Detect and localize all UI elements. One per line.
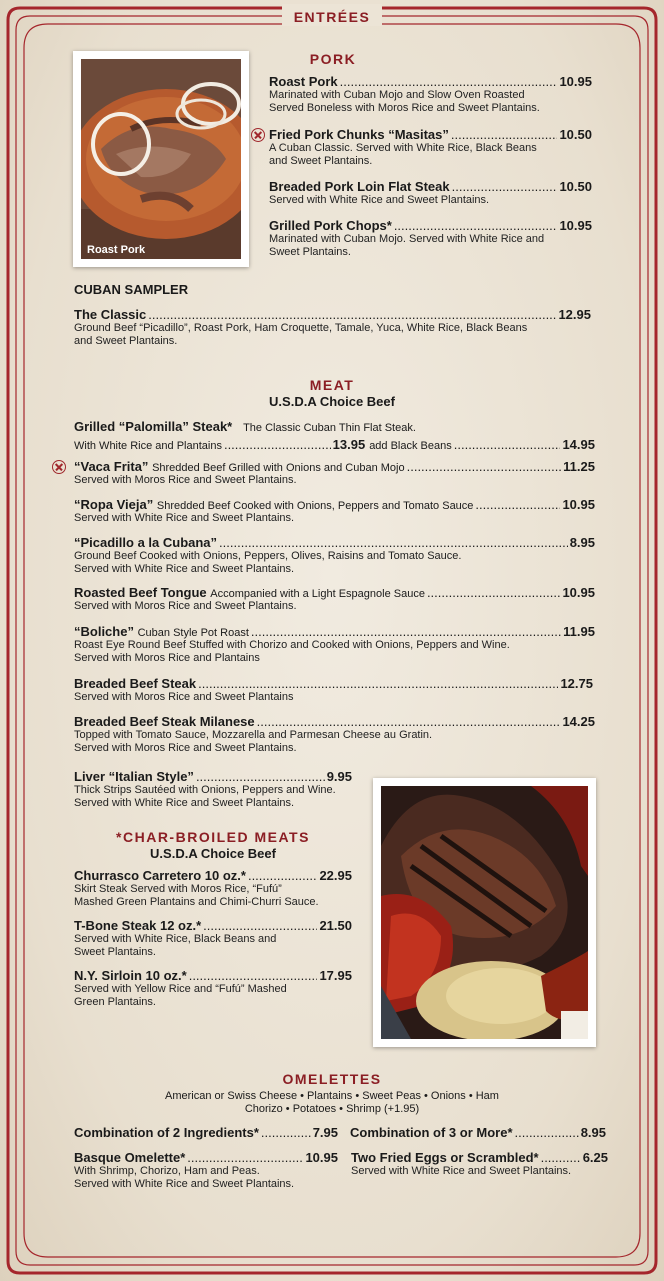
item-description: and Sweet Plantains. [269, 155, 373, 167]
item-price: 11.25 [563, 459, 595, 474]
item-description: Mashed Green Plantains and Chimi-Churri Sauce. [74, 896, 319, 908]
dot-leader [541, 1150, 581, 1165]
char-broiled-heading: *CHAR-BROILED MEATS [116, 829, 310, 845]
item-description: Served with Moros Rice and Sweet Plantains. [74, 474, 297, 486]
item-price: 22.95 [319, 868, 352, 883]
item-description: Served Boneless with Moros Rice and Sweet Plantains. [269, 102, 540, 114]
omelette-ingredients: American or Swiss Cheese • Plantains • Sweet Peas • Onions • Ham [165, 1090, 499, 1102]
omelette-ingredients: Chorizo • Potatoes • Shrimp (+1.95) [244, 1103, 420, 1115]
item-note: Accompanied with a Light Espagnole Sauce [210, 588, 425, 600]
menu-item-breaded-beef-steak [74, 676, 593, 704]
menu-item-ropa-vieja [74, 497, 595, 525]
item-price: 14.25 [562, 714, 595, 729]
item-price: 10.95 [562, 585, 595, 600]
item-price: 10.50 [559, 179, 592, 194]
item-price: 12.95 [558, 307, 591, 322]
cuban-sampler-heading [74, 282, 188, 297]
item-name: Roasted Beef Tongue [74, 585, 207, 600]
item-description: Served with Moros Rice and Plantains [74, 652, 260, 664]
pork-heading: PORK [309, 51, 357, 67]
item-name: Breaded Beef Steak Milanese [74, 714, 255, 729]
dot-leader [248, 868, 318, 883]
menu-item-two-fried-eggs [351, 1150, 608, 1178]
dot-leader [224, 437, 331, 452]
roast-pork-photo [73, 51, 249, 267]
item-price: 10.95 [305, 1150, 338, 1165]
item-description: Ground Beef Cooked with Onions, Peppers, Olives, Raisins and Tomato Sauce. [74, 550, 462, 562]
item-description: Ground Beef “Picadillo”, Roast Pork, Ham Croquette, Tamale, Yuca, White Rice, Black Beans [74, 322, 528, 334]
menu-item-combo-3 [350, 1125, 606, 1140]
section-title: CUBAN SAMPLER [74, 282, 189, 297]
option-label: add Black Beans [369, 440, 452, 452]
item-price: 21.50 [319, 918, 352, 933]
dot-leader [257, 714, 561, 729]
dot-leader [454, 437, 561, 452]
menu-item-breaded-pork-loin [269, 179, 592, 207]
page-title: ENTRÉES [293, 9, 371, 25]
item-description: Marinated with Cuban Mojo and Slow Oven Roasted [269, 89, 525, 101]
item-name: “Ropa Vieja” [74, 497, 154, 512]
item-description: Skirt Steak Served with Moros Rice, “Fufú” [74, 883, 282, 895]
item-price: 9.95 [326, 769, 352, 784]
dot-leader [198, 676, 558, 691]
dot-leader [340, 74, 558, 89]
item-name: Liver “Italian Style” [74, 769, 194, 784]
item-description: Served with Yellow Rice and “Fufú” Mashed [74, 983, 287, 995]
dot-leader [515, 1125, 579, 1140]
menu-item-grilled-pork-chops [269, 218, 592, 259]
item-description: Served with Moros Rice and Sweet Plantains. [74, 600, 297, 612]
item-description: Thick Strips Sautéed with Onions, Peppers and Wine. [74, 784, 336, 796]
menu-item-basque-omelette [74, 1150, 338, 1191]
dot-leader [475, 497, 560, 512]
item-note: Shredded Beef Cooked with Onions, Peppers and Tomato Sauce [156, 500, 474, 512]
item-name: Grilled “Palomilla” Steak* [74, 419, 233, 434]
char-broiled-subheading: U.S.D.A Choice Beef [150, 846, 276, 861]
item-description: Served with White Rice and Sweet Plantains. [74, 1178, 295, 1190]
dot-leader [394, 218, 558, 233]
item-note: Shredded Beef Grilled with Onions and Cuban Mojo [152, 462, 405, 474]
item-description: Served with White Rice and Sweet Plantains. [74, 797, 295, 809]
item-note: The Classic Cuban Thin Flat Steak. [243, 422, 416, 434]
menu-item-t-bone [74, 918, 352, 959]
menu-item-combo-2 [74, 1125, 338, 1140]
menu-item-boliche [74, 624, 595, 665]
menu-item-the-classic [74, 307, 591, 348]
menu-item-palomilla-steak [74, 419, 595, 452]
item-price: 17.95 [319, 968, 352, 983]
menu-item-breaded-beef-milanese [74, 714, 595, 755]
item-description: Served with White Rice and Sweet Plantains. [74, 563, 295, 575]
item-price: 7.95 [312, 1125, 338, 1140]
item-name: Fried Pork Chunks “Masitas” [269, 127, 449, 142]
item-description: Served with Moros Rice and Sweet Plantains [74, 691, 294, 703]
item-description: Served with White Rice and Sweet Plantains. [269, 194, 490, 206]
item-name: Combination of 2 Ingredients* [74, 1125, 259, 1140]
item-name: The Classic [74, 307, 147, 322]
dot-leader [219, 535, 568, 550]
dot-leader [452, 179, 558, 194]
item-name: Two Fried Eggs or Scrambled* [351, 1150, 539, 1165]
menu-item-roast-pork [269, 74, 592, 115]
photo-caption: Roast Pork [87, 244, 146, 256]
item-price: 8.95 [569, 535, 595, 550]
item-name: Basque Omelette* [74, 1150, 186, 1165]
dot-leader [187, 1150, 303, 1165]
item-name: “Boliche” [74, 624, 134, 639]
item-description: Served with White Rice, Black Beans and [74, 933, 277, 945]
item-price: 13.95 [332, 437, 366, 452]
item-name: N.Y. Sirloin 10 oz.* [74, 968, 187, 983]
dot-leader [407, 459, 562, 474]
item-description: Served with White Rice and Sweet Plantains. [351, 1165, 572, 1177]
menu-item-churrasco [74, 868, 352, 909]
omelettes-heading: OMELETTES [282, 1071, 382, 1087]
dot-leader [451, 127, 558, 142]
menu-item-fried-pork-chunks [269, 127, 592, 168]
menu-item-picadillo [74, 535, 595, 576]
roast-pork-image [81, 59, 241, 259]
item-name: Combination of 3 or More* [350, 1125, 513, 1140]
item-price: 12.75 [560, 676, 593, 691]
dot-leader [189, 968, 318, 983]
item-name: Churrasco Carretero 10 oz.* [74, 868, 246, 883]
dot-leader [427, 585, 561, 600]
menu-item-liver-italian [74, 769, 352, 810]
item-description: Topped with Tomato Sauce, Mozzarella and Parmesan Cheese au Gratin. [74, 729, 433, 741]
no-pork-icon [251, 128, 265, 142]
menu-item-ny-sirloin [74, 968, 352, 1009]
item-description: Served with Moros Rice and Sweet Plantains. [74, 742, 297, 754]
no-pork-icon [52, 460, 66, 474]
item-price: 10.50 [559, 127, 592, 142]
item-price: 6.25 [582, 1150, 608, 1165]
item-price: 8.95 [580, 1125, 606, 1140]
meat-subheading: U.S.D.A Choice Beef [269, 394, 395, 409]
item-price: 10.95 [559, 218, 592, 233]
dot-leader [251, 624, 561, 639]
item-description: Roast Eye Round Beef Stuffed with Chorizo and Cooked with Onions, Peppers and Wine. [74, 639, 510, 651]
item-price: 14.95 [562, 437, 595, 452]
item-description: Marinated with Cuban Mojo. Served with White Rice and [269, 233, 545, 245]
menu-item-beef-tongue [74, 585, 595, 613]
meat-heading: MEAT [309, 377, 355, 393]
item-description: Sweet Plantains. [269, 246, 351, 258]
item-name: T-Bone Steak 12 oz.* [74, 918, 202, 933]
dot-leader [196, 769, 325, 784]
item-description: Green Plantains. [74, 996, 156, 1008]
dot-leader [203, 918, 317, 933]
item-description: and Sweet Plantains. [74, 335, 178, 347]
option-label: With White Rice and Plantains [74, 440, 222, 452]
item-name: Roast Pork [269, 74, 338, 89]
item-description: Sweet Plantains. [74, 946, 156, 958]
item-note: Cuban Style Pot Roast [137, 627, 249, 639]
item-name: Grilled Pork Chops* [269, 218, 392, 233]
item-description: A Cuban Classic. Served with White Rice, Black Beans [269, 142, 537, 154]
item-price: 10.95 [559, 74, 592, 89]
menu-item-vaca-frita [74, 459, 595, 487]
dot-leader [148, 307, 556, 322]
char-broiled-photo [373, 778, 596, 1047]
item-description: With Shrimp, Chorizo, Ham and Peas. [74, 1165, 260, 1177]
item-name: Breaded Pork Loin Flat Steak [269, 179, 450, 194]
item-price: 11.95 [563, 624, 595, 639]
item-name: “Picadillo a la Cubana” [74, 535, 218, 550]
item-name: “Vaca Frita” [74, 459, 149, 474]
dot-leader [261, 1125, 311, 1140]
char-broiled-image [381, 786, 588, 1039]
item-description: Served with White Rice and Sweet Plantains. [74, 512, 295, 524]
item-price: 10.95 [562, 497, 595, 512]
item-name: Breaded Beef Steak [74, 676, 197, 691]
